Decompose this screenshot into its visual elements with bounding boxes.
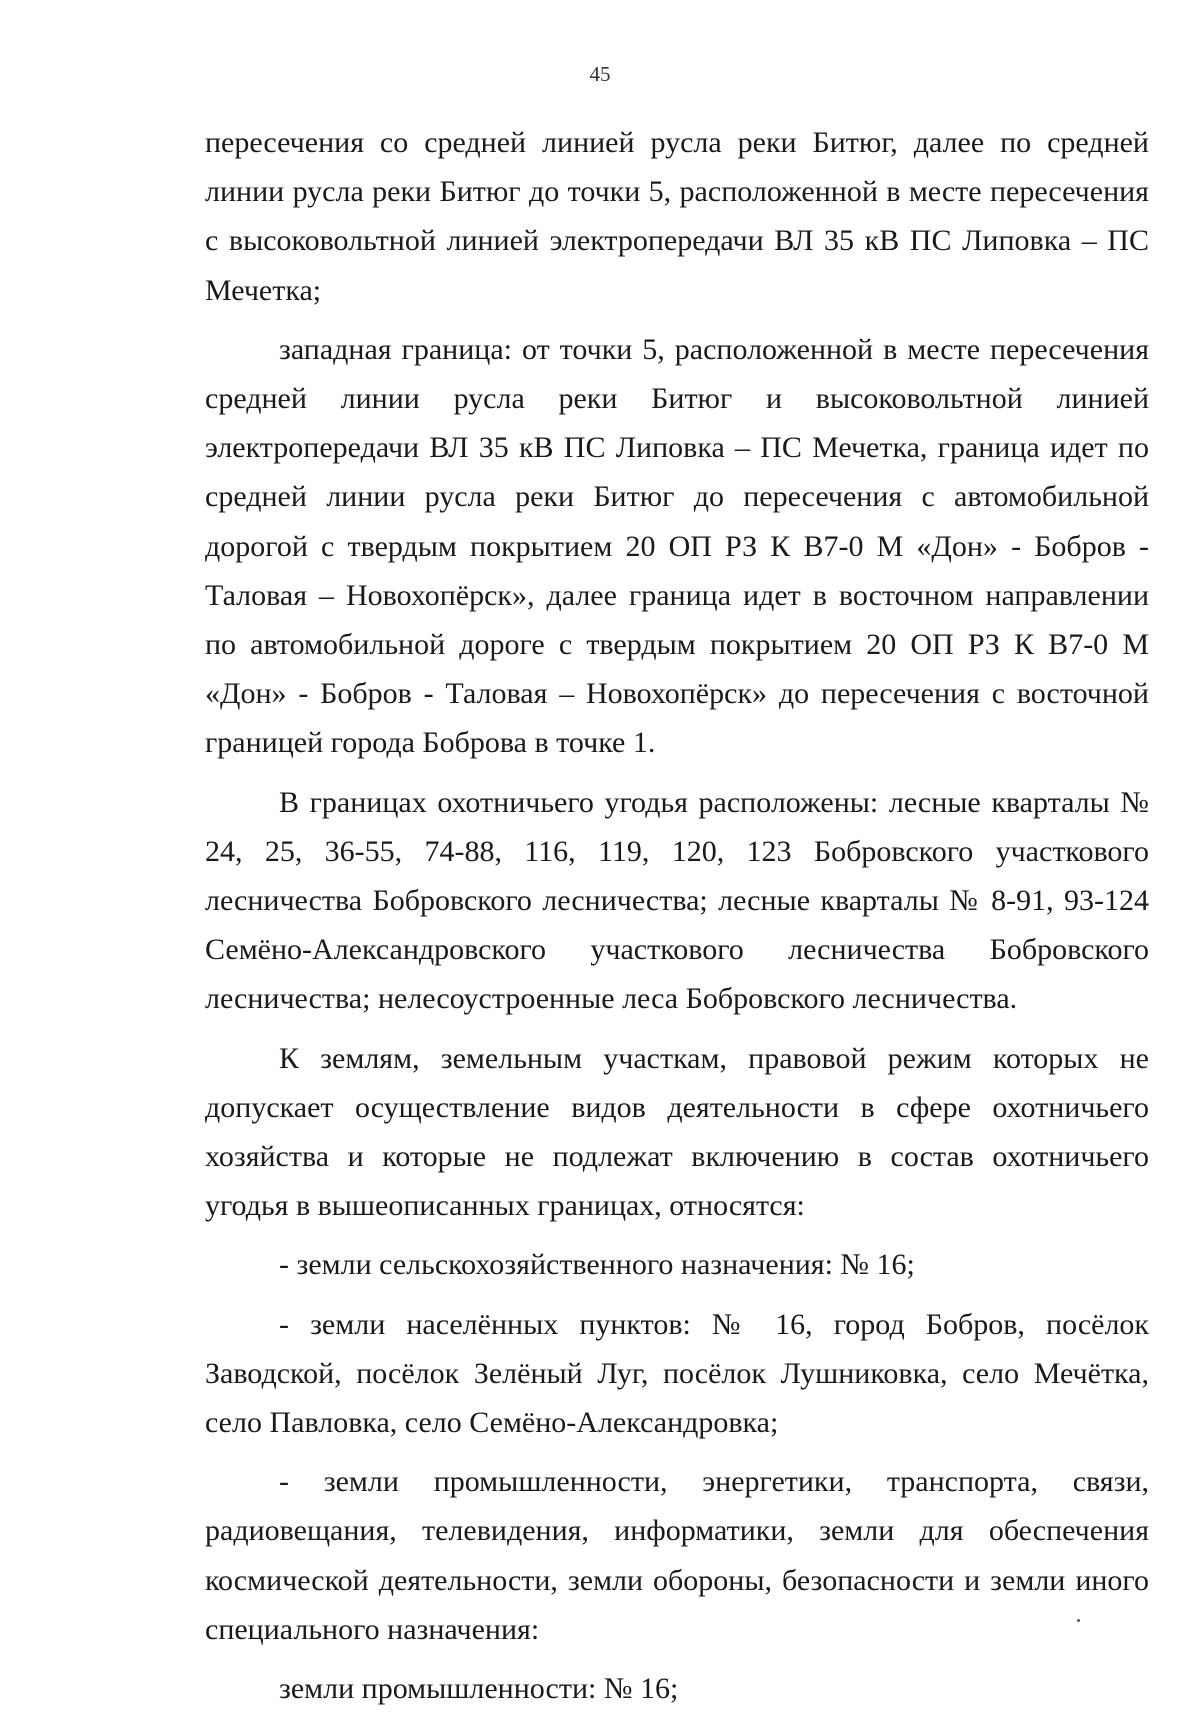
- paragraph-forest-quarters: В границах охотничьего угодья расположены: лесные кварталы № 24, 25, 36-55, 74-88, 116, 119, 120, 123 Бобровского участкового лесничества Бобровского лесничества; лесные кварталы № 8-91, 93-124 Семёно-Александровского участкового лесничества Бобровского лесничества; нелесоустроенные леса Бобровского лесничества.: [205, 785, 1149, 1016]
- paragraph-western-boundary: западная граница: от точки 5, расположенной в месте пересечения средней линии русла реки Битюг и высоковольтной линией электропередачи ВЛ 35 кВ ПС Липовка – ПС Мечетка, граница идет по средней линии русла реки Битюг до пересечения с автомобильной дорогой с твердым покрытием 20 ОП РЗ К В7-0 М «Дон» - Бобров - Таловая – Новохопёрск», далее граница идет в восточном направлении по автомобильной дороге с твердым покрытием 20 ОП РЗ К В7-0 М «Дон» - Бобров - Таловая – Новохопёрск» до пересечения с восточной границей города Боброва в точке 1.: [205, 332, 1149, 760]
- scan-speck: [1077, 1619, 1080, 1622]
- page-number: 45: [589, 62, 611, 86]
- list-item-settlement-lands: - земли населённых пунктов: № 16, город Бобров, посёлок Заводской, посёлок Зелёный Луг, посёлок Лушниковка, село Мечётка, село Павловка, село Семёно-Александровка;: [205, 1307, 1149, 1440]
- paragraph-boundary-continuation: пересечения со средней линией русла реки Битюг, далее по средней линии русла реки Битюг до точки 5, расположенной в месте пересечения с высоковольтной линией электропередачи ВЛ 35 кВ ПС Липовка – ПС Мечетка;: [205, 126, 1149, 307]
- paragraph-excluded-lands-intro: К землям, земельным участкам, правовой режим которых не допускает осуществление видов деятельности в сфере охотничьего хозяйства и которые не подлежат включению в состав охотничьего угодья в вышеописанных границах, относятся:: [205, 1041, 1149, 1223]
- list-item-industrial-special-lands: - земли промышленности, энергетики, транспорта, связи, радиовещания, телевидения, информатики, земли для обеспечения космической деятельности, земли обороны, безопасности и земли иного специального назначения:: [205, 1465, 1149, 1646]
- document-body: [205, 118, 1149, 1723]
- list-item-agricultural-lands: - земли сельскохозяйственного назначения: № 16;: [279, 1248, 915, 1282]
- list-item-industry-lands: земли промышленности: № 16;: [279, 1672, 679, 1706]
